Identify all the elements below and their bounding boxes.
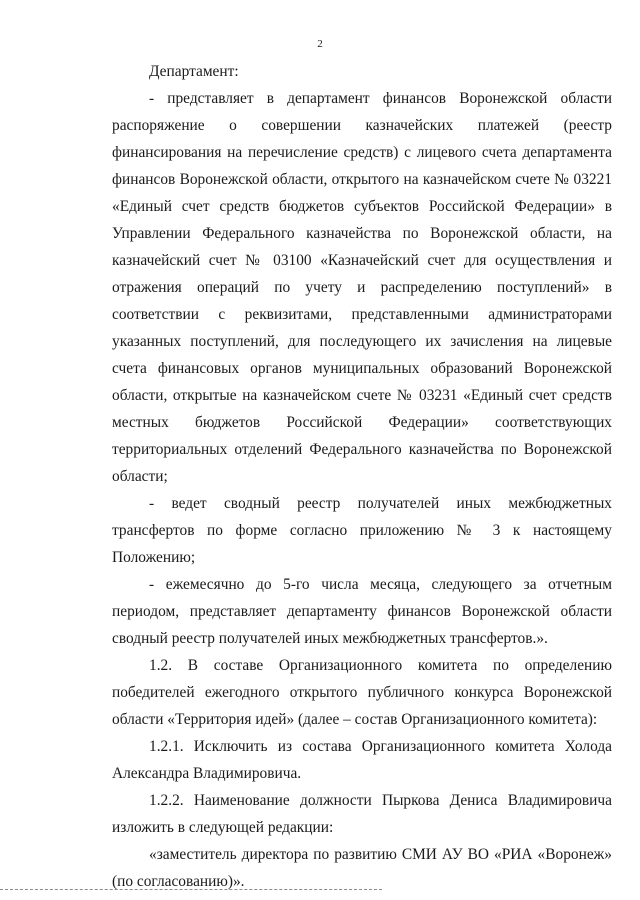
paragraph-treasury-payments: - представляет в департамент финансов Воронежской области распоряжение о совершении казначейских платежей (реестр финансирования на перечисление средств) с лицевого счета департамента финансов Воронежской области, открытого на казначейском счете № 03221 «Единый счет средств бюджетов субъектов Российской Федерации» в Управлении Федерального казначейства по Воронежской области, на казначейский счет № 03100 «Казначейский счет для осуществления и отражения операций по учету и распределению поступлений» в соответствии с реквизитами, представленными администраторами указанных поступлений, для последующего их зачисления на лицевые счета финансовых органов муниципальных образований Воронежской области, открытые на казначейском счете № 03231 «Единый счет средств местных бюджетов Российской Федерации» соответствующих территориальных отделений Федерального казначейства по Воронежской области;	[112, 90, 612, 485]
document-body	[112, 58, 612, 895]
paragraph-clause-1-2-1: 1.2.1. Исключить из состава Организационного комитета Холода Александра Владимировича.	[112, 738, 612, 782]
paragraph-recipients-registry: - ведет сводный реестр получателей иных межбюджетных трансфертов по форме согласно приложению № 3 к настоящему Положению;	[112, 495, 612, 566]
paragraph-clause-1-2-2: 1.2.2. Наименование должности Пыркова Дениса Владимировича изложить в следующей редакции:	[112, 792, 612, 836]
paragraph-clause-1-2: 1.2. В составе Организационного комитета по определению победителей ежегодного открытого публичного конкурса Воронежской области «Территория идей» (далее – состав Организационного комитета):	[112, 657, 612, 728]
paragraph-monthly-report: - ежемесячно до 5-го числа месяца, следующего за отчетным периодом, представляет департаменту финансов Воронежской области сводный реестр получателей иных межбюджетных трансфертов.».	[112, 576, 612, 647]
footer-divider	[0, 889, 382, 890]
paragraph-department-heading: Департамент:	[149, 63, 239, 80]
page-number: 2	[317, 38, 323, 50]
paragraph-new-position-title: «заместитель директора по развитию СМИ АУ ВО «РИА «Воронеж» (по согласованию)».	[112, 846, 612, 890]
